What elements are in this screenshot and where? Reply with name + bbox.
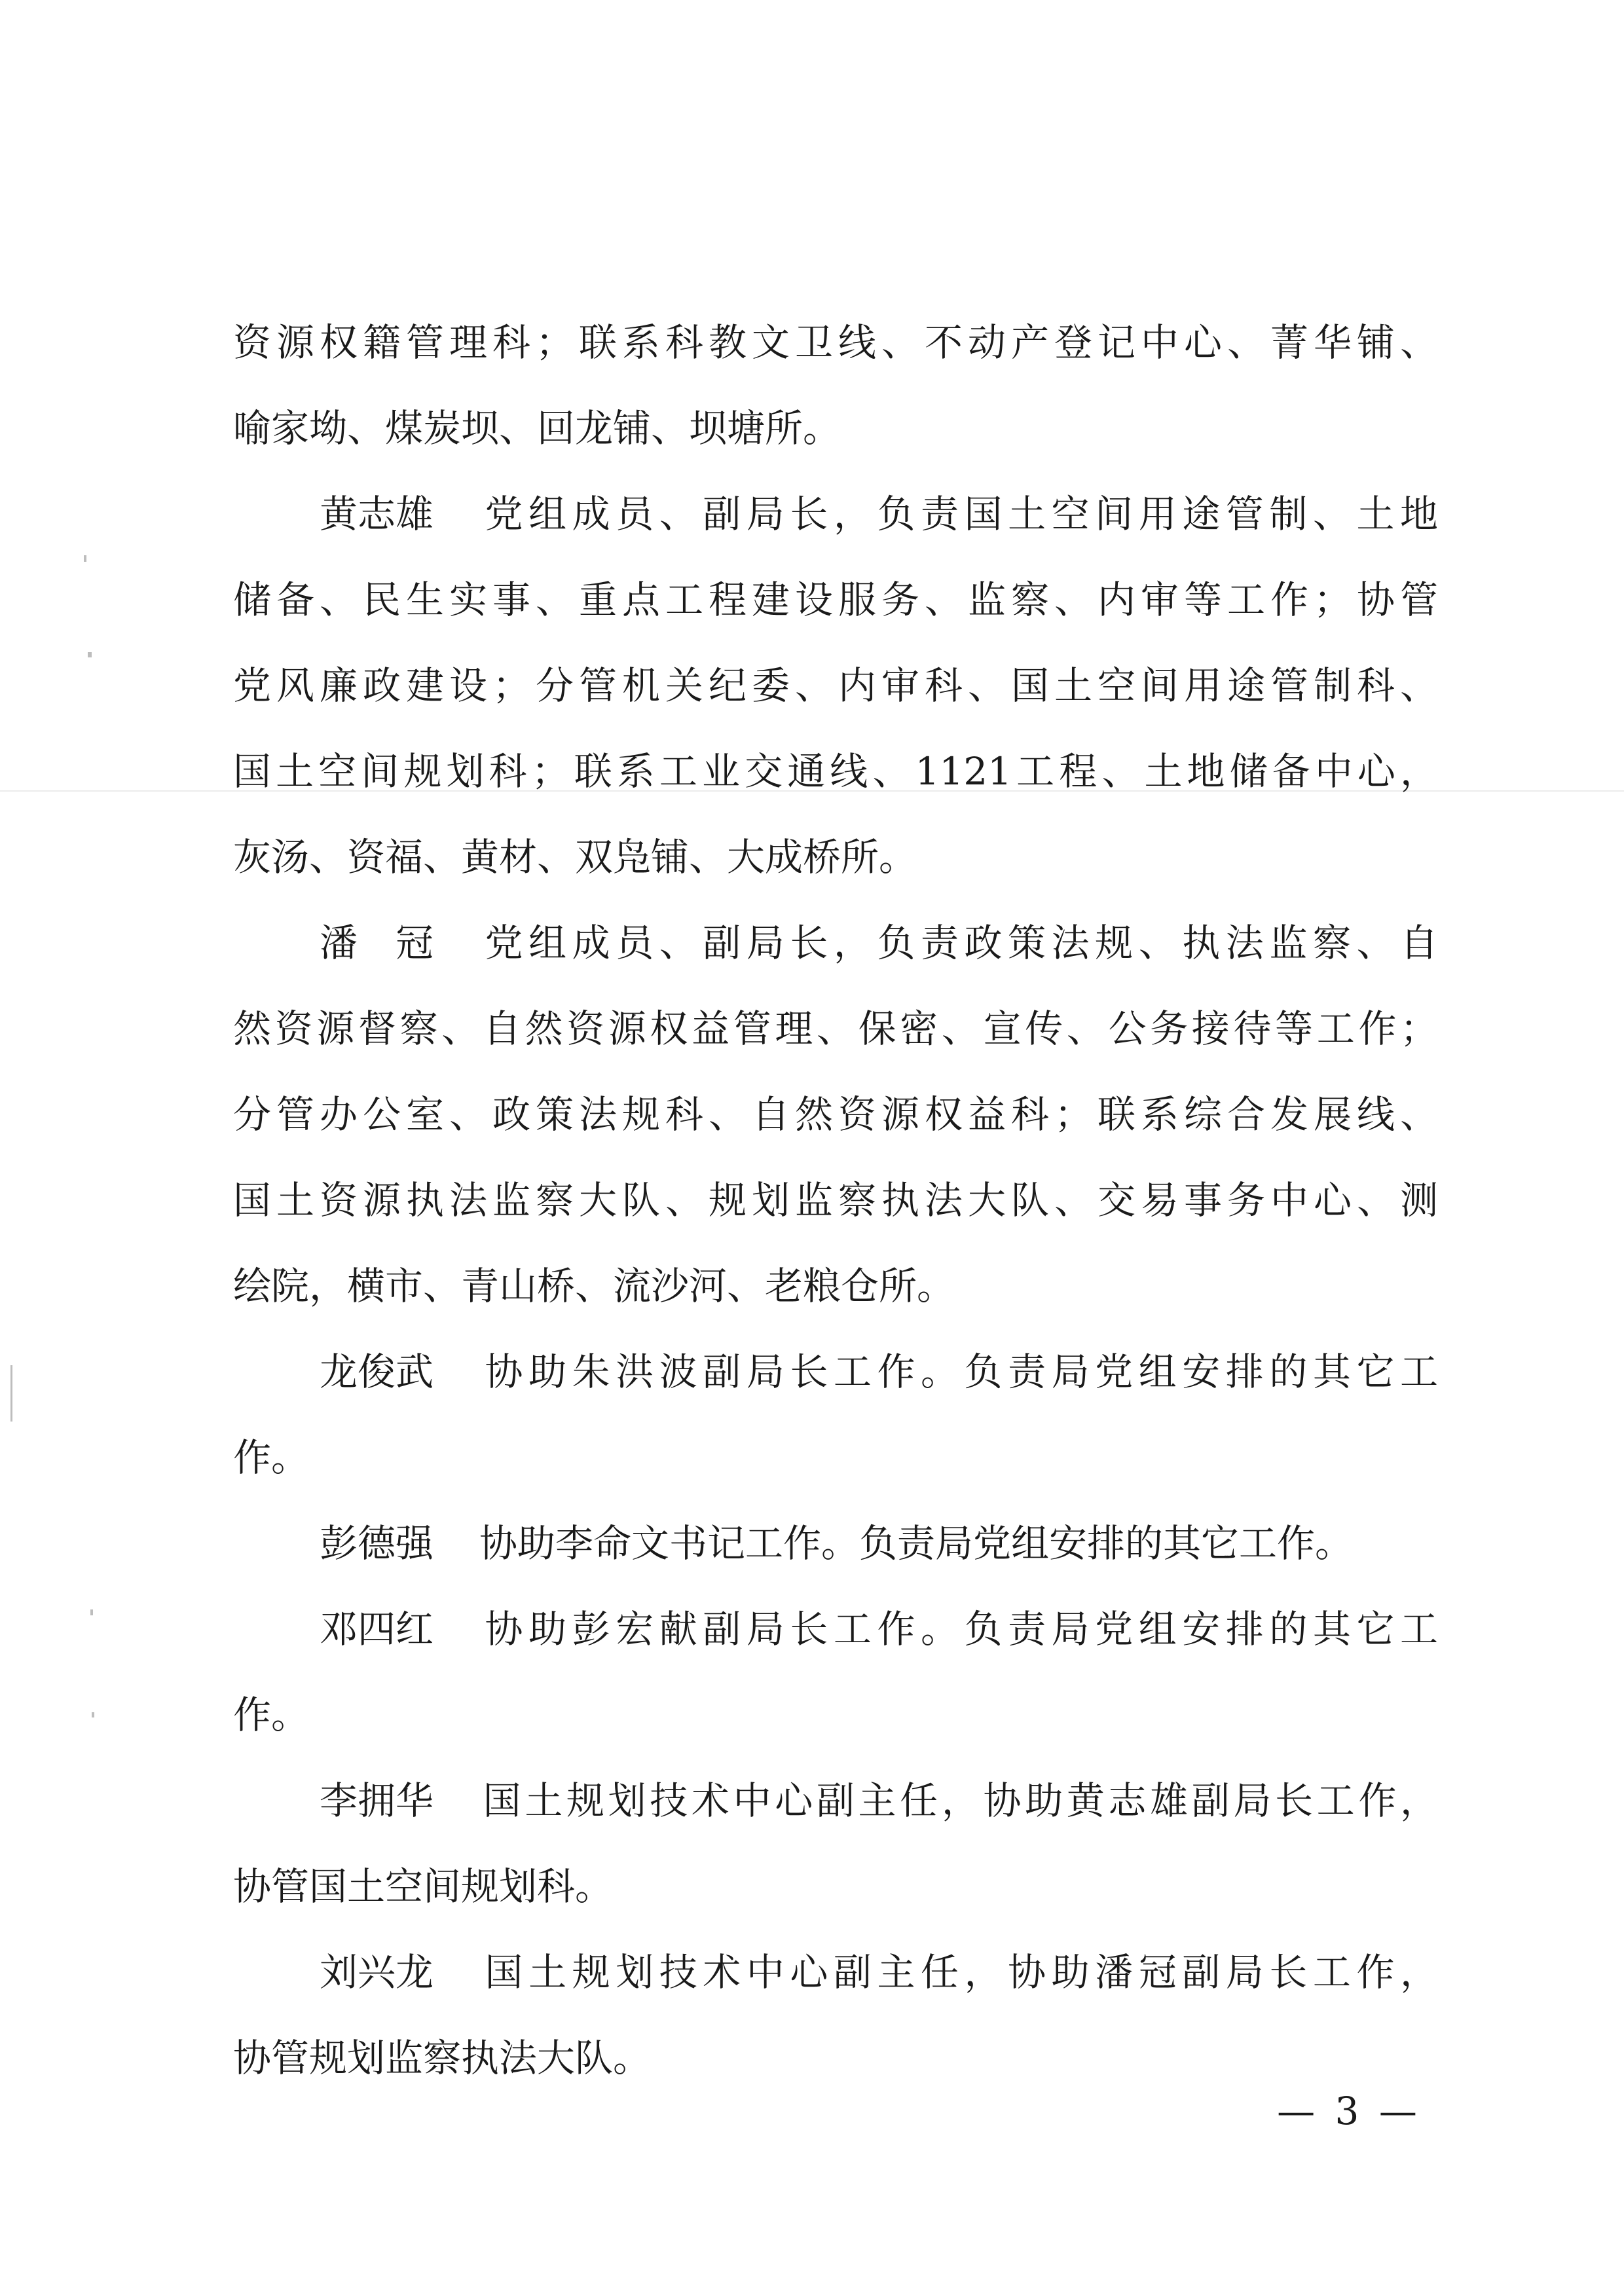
paragraph-line <box>233 643 1438 729</box>
line-text: 党组成员、副局长，负责国土空间用途管制、土地 <box>479 492 1438 536</box>
line-text: 喻家坳、煤炭坝、回龙铺、坝塘所。 <box>233 406 841 450</box>
scan-speck <box>92 1712 94 1717</box>
paragraph-line <box>233 1844 1438 1930</box>
paragraph <box>233 1587 1438 1758</box>
line-text: 国土规划技术中心副主任，协助黄志雄副局长工作， <box>479 1778 1438 1823</box>
paragraph-line <box>233 1758 1438 1844</box>
paragraph <box>233 300 1438 471</box>
paragraph-line <box>233 1587 1438 1672</box>
line-text: 分管办公室、政策法规科、自然资源权益科；联系综合发展线、 <box>233 1092 1438 1137</box>
paragraph-line <box>233 1329 1438 1415</box>
paragraph-line <box>233 1415 1438 1501</box>
line-text: 党风廉政建设；分管机关纪委、内审科、国土空间用途管制科、 <box>233 663 1438 708</box>
line-text: 协助朱洪波副局长工作。负责局党组安排的其它工 <box>479 1349 1438 1394</box>
paragraph-line <box>233 300 1438 386</box>
line-text: 然资源督察、自然资源权益管理、保密、宣传、公务接待等工作； <box>233 1006 1438 1051</box>
paragraph-line <box>233 1072 1438 1158</box>
paragraph-line <box>233 1930 1438 2015</box>
line-text: 作。 <box>233 1435 310 1480</box>
line-text: 绘院，横市、青山桥、流沙河、老粮仓所。 <box>233 1264 955 1308</box>
line-text: 协管规划监察执法大队。 <box>233 2036 652 2080</box>
paragraph-line <box>233 1158 1438 1243</box>
paragraph-line <box>233 1672 1438 1758</box>
person-name: 刘兴龙 <box>320 1950 434 1994</box>
scan-speck <box>10 1365 12 1422</box>
paragraph-line <box>233 986 1438 1072</box>
person-name: 李拥华 <box>320 1778 434 1823</box>
line-text: 国土资源执法监察大队、规划监察执法大队、交易事务中心、测 <box>233 1178 1438 1222</box>
scan-speck <box>84 555 86 562</box>
person-name: 潘 冠 <box>320 921 434 965</box>
line-text: 协助李命文书记工作。负责局党组安排的其它工作。 <box>479 1521 1354 1566</box>
line-text: 储备、民生实事、重点工程建设服务、监察、内审等工作；协管 <box>233 578 1438 622</box>
paragraph-line <box>233 1501 1438 1587</box>
person-name: 邓四红 <box>320 1607 434 1651</box>
paragraph <box>233 1329 1438 1501</box>
paragraph-line <box>233 2015 1438 2101</box>
paragraph-line <box>233 1243 1438 1329</box>
person-name: 黄志雄 <box>320 492 434 536</box>
line-text: 协助彭宏献副局长工作。负责局党组安排的其它工 <box>479 1607 1438 1651</box>
line-text: 国土规划技术中心副主任，协助潘冠副局长工作， <box>479 1950 1438 1994</box>
paragraph <box>233 1930 1438 2101</box>
paragraph-line <box>233 729 1438 815</box>
line-text: 党组成员、副局长，负责政策法规、执法监察、自 <box>479 921 1438 965</box>
scan-speck <box>88 652 92 657</box>
document-body <box>233 300 1438 2101</box>
paragraph-line <box>233 557 1438 643</box>
line-text: 作。 <box>233 1693 310 1737</box>
paragraph <box>233 471 1438 900</box>
person-name: 彭德强 <box>320 1521 434 1566</box>
paragraph <box>233 1758 1438 1930</box>
paragraph-line <box>233 815 1438 900</box>
paragraph-line <box>233 900 1438 986</box>
paragraph-line <box>233 471 1438 557</box>
person-name: 龙俊武 <box>320 1349 434 1394</box>
line-text: 协管国土空间规划科。 <box>233 1864 614 1909</box>
line-text: 灰汤、资福、黄材、双凫铺、大成桥所。 <box>233 835 917 879</box>
paragraph <box>233 1501 1438 1587</box>
page-number: — 3 — <box>1277 2089 1421 2133</box>
line-text: 国土空间规划科；联系工业交通线、1121工程、土地储备中心， <box>233 749 1438 794</box>
paragraph-line <box>233 386 1438 471</box>
scan-speck <box>90 1609 93 1615</box>
line-text: 资源权籍管理科；联系科教文卫线、不动产登记中心、菁华铺、 <box>233 320 1438 365</box>
paragraph <box>233 900 1438 1329</box>
